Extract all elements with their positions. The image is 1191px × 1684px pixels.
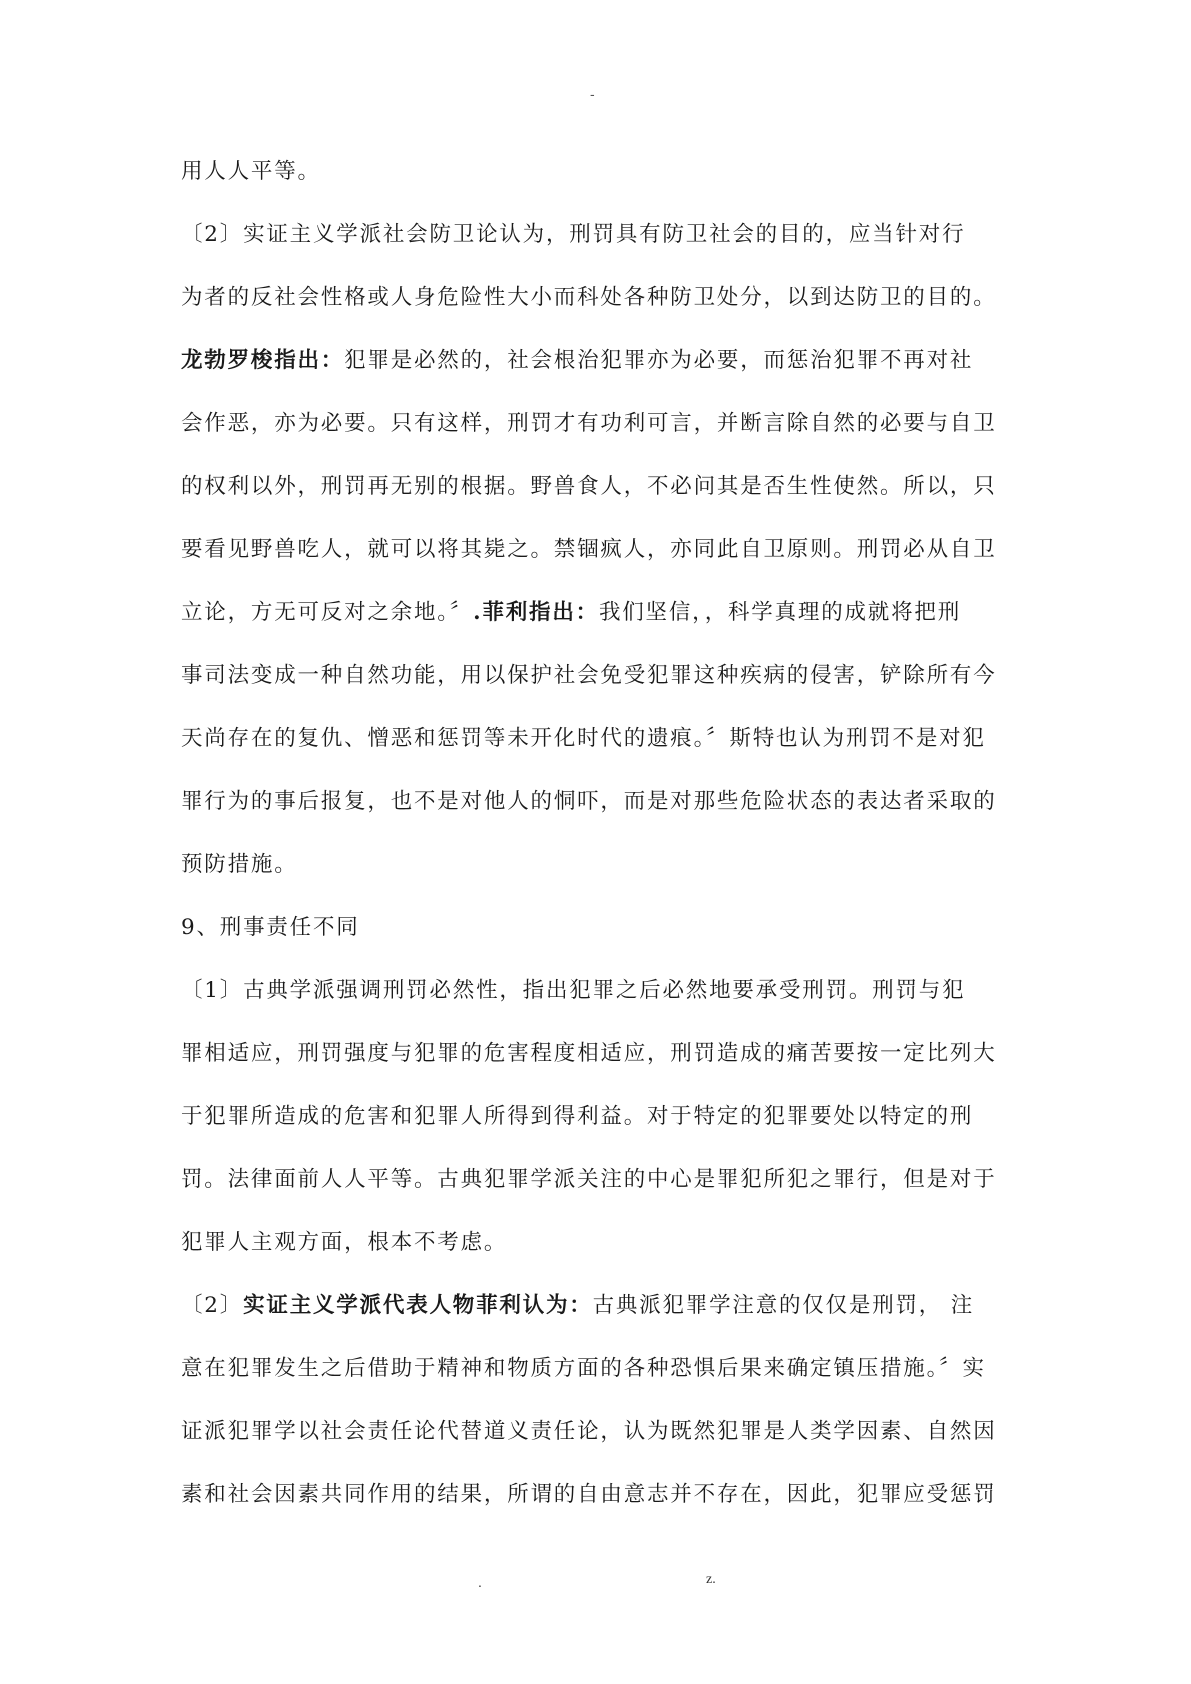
body-text: 证派犯罪学以社会责任论代替道义责任论，认为既然犯罪是人类学因素、自然因	[181, 1419, 997, 1444]
footer-page-mark: z.	[706, 1572, 716, 1587]
text-line	[181, 770, 1011, 833]
bold-text: 实证主义学派代表人物菲利认为：	[243, 1293, 593, 1318]
text-line	[181, 1211, 1011, 1274]
text-line	[181, 1148, 1011, 1211]
body-text: 罪相适应，刑罚强度与犯罪的危害程度相适应，刑罚造成的痛苦要按一定比列大	[181, 1041, 997, 1066]
body-text: 用人人平等。	[181, 159, 321, 184]
text-line	[181, 518, 1011, 581]
text-line	[181, 203, 1011, 266]
body-text: 罚。法律面前人人平等。古典犯罪学派关注的中心是罪犯所犯之罪行，但是对于	[181, 1167, 997, 1192]
text-line	[181, 959, 1011, 1022]
bold-text: .菲利指出：	[473, 600, 599, 625]
body-text: 9、刑事责任不同	[181, 915, 360, 940]
text-line	[181, 1400, 1011, 1463]
body-text: 会作恶，亦为必要。只有这样，刑罚才有功利可言，并断言除自然的必要与自卫	[181, 411, 997, 436]
text-line	[181, 1274, 1011, 1337]
text-line	[181, 581, 1011, 644]
text-line	[181, 1463, 1011, 1526]
header-mark: -	[590, 86, 595, 102]
text-line	[181, 896, 1011, 959]
body-text: 古典派犯罪学注意的仅仅是刑罚， 注	[592, 1293, 975, 1318]
body-text: 天尚存在的复仇、憎恶和惩罚等未开化时代的遗痕。〞斯特也认为刑罚不是对犯	[181, 726, 986, 751]
text-line	[181, 455, 1011, 518]
bold-text: 龙勃罗梭指出：	[181, 348, 345, 373]
body-text: 立论，方无可反对之余地。〞	[181, 600, 474, 625]
body-text: 罪行为的事后报复，也不是对他人的恫吓，而是对那些危险状态的表达者采取的	[181, 789, 997, 814]
text-line	[181, 707, 1011, 770]
document-body	[181, 140, 1011, 1526]
body-text: 素和社会因素共同作用的结果，所谓的自由意志并不存在，因此，犯罪应受惩罚	[181, 1482, 997, 1507]
body-text: 我们坚信，，科学真理的成就将把刑	[598, 600, 962, 625]
body-text: 意在犯罪发生之后借助于精神和物质方面的各种恐惧后果来确定镇压措施。〞实	[181, 1356, 986, 1381]
body-text: 要看见野兽吃人，就可以将其毙之。禁锢疯人，亦同此自卫原则。刑罚必从自卫	[181, 537, 997, 562]
body-text: 事司法变成一种自然功能，用以保护社会免受犯罪这种疾病的侵害，铲除所有今	[181, 663, 997, 688]
body-text: 预防措施。	[181, 852, 298, 877]
footer-dot: .	[478, 1574, 482, 1590]
body-text: 〔1〕古典学派强调刑罚必然性，指出犯罪之后必然地要承受刑罚。刑罚与犯	[181, 978, 966, 1003]
text-line	[181, 329, 1011, 392]
text-line	[181, 833, 1011, 896]
text-line	[181, 392, 1011, 455]
text-line	[181, 266, 1011, 329]
body-text: 的权利以外，刑罚再无别的根据。野兽食人，不必问其是否生性使然。所以，只	[181, 474, 997, 499]
body-text: 为者的反社会性格或人身危险性大小而科处各种防卫处分，以到达防卫的目的。	[181, 285, 997, 310]
text-line	[181, 1085, 1011, 1148]
text-line	[181, 644, 1011, 707]
text-line	[181, 140, 1011, 203]
body-text: 犯罪人主观方面，根本不考虑。	[181, 1230, 508, 1255]
body-text: 犯罪是必然的，社会根治犯罪亦为必要，而惩治犯罪不再对社	[344, 348, 974, 373]
text-line	[181, 1337, 1011, 1400]
body-text: 〔2〕	[181, 1293, 244, 1318]
text-line	[181, 1022, 1011, 1085]
body-text: 于犯罪所造成的危害和犯罪人所得到得利益。对于特定的犯罪要处以特定的刑	[181, 1104, 974, 1129]
body-text: 〔2〕实证主义学派社会防卫论认为，刑罚具有防卫社会的目的，应当针对行	[181, 222, 966, 247]
